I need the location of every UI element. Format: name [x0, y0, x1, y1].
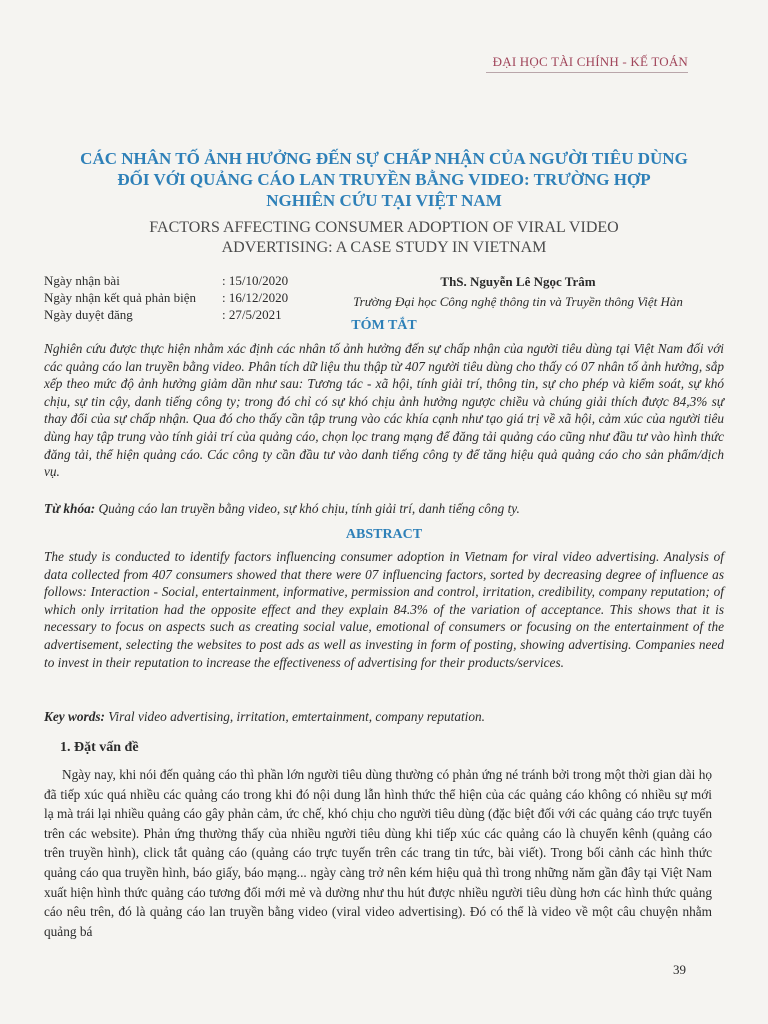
journal-header: ĐẠI HỌC TÀI CHÍNH - KẾ TOÁN — [492, 54, 688, 69]
title-vi-line-3: NGHIÊN CỨU TẠI VIỆT NAM — [266, 191, 502, 210]
title-en-line-2: ADVERTISING: A CASE STUDY IN VIETNAM — [221, 239, 547, 256]
abstract-text: The study is conducted to identify factors influencing consumer adoption in Vietnam for viral video advertising. Analysis of data collected from 407 consumers showed that there were 07 influencing factors, sorted by decreasing degree of influence as follows: Interaction - Social, entertainment, informative, permission and control, irritation, credibility, company reputation; of which only irritation had the opposite effect and they explain 84.3% of the variation of acceptance. This shows that it is necessary to focus on aspects such as creating social value, emotional of consumers or focusing on the entertainment of the advertisement, selecting the websites to post ads as well as investing in form of posting, showing advertising. Companies need to invest in their reputation to increase the effectiveness of advertising for their products/services. — [44, 549, 724, 670]
abstract-heading: ABSTRACT — [345, 527, 423, 542]
author-name: ThS. Nguyễn Lê Ngọc Trâm — [440, 274, 596, 289]
keywords-label: Key words: — [44, 709, 105, 724]
meta-value: : 15/10/2020 — [222, 273, 289, 288]
title-en-line-1: FACTORS AFFECTING CONSUMER ADOPTION OF VIRAL VIDEO — [149, 219, 619, 236]
author-block — [318, 272, 718, 312]
summary-text: Nghiên cứu được thực hiện nhằm xác định các nhân tố ảnh hưởng đến sự chấp nhận của người tiêu dùng tại Việt Nam đối với các quảng cáo lan truyền bằng video. Phân tích dữ liệu thu thập từ 407 người tiêu dùng cho thấy có 07 nhân tố ảnh hưởng, sắp xếp theo mức độ ảnh hưởng giảm dần như sau: Tương tác - xã hội, tính giải trí, thông tin, sự cho phép và kiểm soát, sự khó chịu, sự tin cậy, danh tiếng công ty; trong đó chỉ có sự khó chịu ảnh hưởng ngược chiều và chúng giải thích được 84,3% sự thay đổi của sự chấp nhận. Qua đó cho thấy cần tập trung vào các khía cạnh như tạo giá trị về xã hội, cảm xúc của người tiêu dùng hay tập trung vào tính giải trí của quảng cáo, chọn lọc trang mạng để đăng tải quảng cáo cũng như đầu tư vào hình thức đăng tải, thể hiện quảng cáo. Các công ty cần đầu tư vào danh tiếng công ty để tăng hiệu quả quảng cáo cho sản phẩm/dịch vụ. — [44, 341, 724, 480]
section-heading: 1. Đặt vấn đề — [60, 740, 139, 755]
section-body-text: Ngày nay, khi nói đến quảng cáo thì phần lớn người tiêu dùng thường có phản ứng né tránh bởi trong một thời gian dài họ đã tiếp xúc quá nhiều các quảng cáo trong khi đó nội dung lẫn hình thức thể hiện của các quảng cáo không có nhiều sự mới lạ mà trái lại nhiều quảng cáo gây phản cảm, ức chế, khó chịu cho người tiêu dùng (đặc biệt đối với các quảng cáo trực tuyến trên các website). Phản ứng thường thấy của nhiều người tiêu dùng khi tiếp xúc các quảng cáo là chuyển kênh (quảng cáo trên truyền hình), click tắt quảng cáo (quảng cáo trực tuyến trên các trang tin tức, bài viết). Trong bối cảnh các hình thức quảng cáo qua truyền hình, báo giấy, báo mạng... ngày càng trở nên kém hiệu quả thì trong những năm gần đây tại Việt Nam xuất hiện hình thức quảng cáo tương đối mới mẻ và dường như thu hút được nhiều người tiêu dùng hơn các hình thức quảng cáo nêu trên, đó là quảng cáo lan truyền bằng video (viral video advertising). Đó có thể là video về một câu chuyện nhằm quảng bá — [44, 767, 712, 939]
header-divider — [486, 72, 688, 73]
title-vietnamese — [36, 148, 732, 211]
page-number: 39 — [673, 962, 686, 977]
meta-label: Ngày nhận bài — [44, 273, 120, 288]
abstract-keywords — [44, 708, 724, 726]
meta-label: Ngày nhận kết quả phản biện — [44, 290, 196, 305]
title-vi-line-2: ĐỐI VỚI QUẢNG CÁO LAN TRUYỀN BẰNG VIDEO: TRƯỜNG HỢP — [117, 170, 651, 189]
summary-heading: TÓM TẮT — [351, 318, 417, 333]
meta-value: : 27/5/2021 — [222, 307, 282, 322]
title-english — [36, 218, 732, 258]
meta-row — [44, 272, 314, 289]
meta-label: Ngày duyệt đăng — [44, 307, 133, 322]
keywords-label: Từ khóa: — [44, 501, 96, 516]
meta-row — [44, 289, 314, 306]
keywords-text: Viral video advertising, irritation, emtertainment, company reputation. — [108, 709, 485, 724]
meta-value: : 16/12/2020 — [222, 290, 289, 305]
keywords-text: Quảng cáo lan truyền bằng video, sự khó chịu, tính giải trí, danh tiếng công ty. — [98, 501, 520, 516]
submission-dates — [44, 272, 314, 323]
author-affiliation: Trường Đại học Công nghệ thông tin và Truyền thông Việt Hàn — [353, 294, 683, 309]
title-vi-line-1: CÁC NHÂN TỐ ẢNH HƯỞNG ĐẾN SỰ CHẤP NHẬN CỦA NGƯỜI TIÊU DÙNG — [80, 149, 688, 168]
summary-keywords — [44, 500, 724, 518]
